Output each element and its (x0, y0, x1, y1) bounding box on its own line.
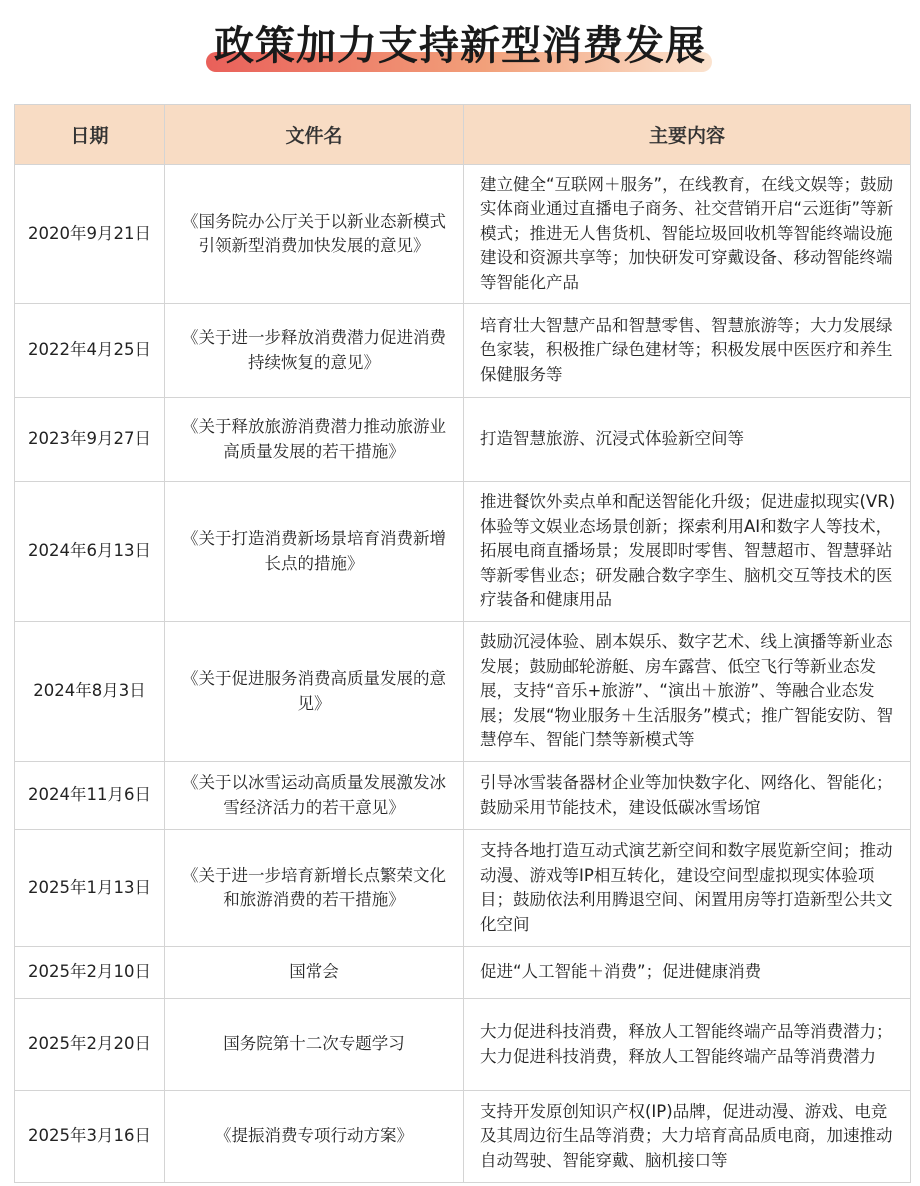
policy-table (14, 104, 911, 1183)
row-doc: 《国务院办公厅关于以新业态新模式引领新型消费加快发展的意见》 (165, 165, 464, 304)
row-doc: 《关于进一步释放消费潜力促进消费持续恢复的意见》 (165, 304, 464, 398)
row-content: 打造智慧旅游、沉浸式体验新空间等 (464, 398, 911, 482)
table-row (15, 398, 911, 482)
row-date: 2024年6月13日 (15, 482, 165, 622)
row-content: 鼓励沉浸体验、剧本娱乐、数字艺术、线上演播等新业态发展；鼓励邮轮游艇、房车露营、低空飞行等新业态发展，支持“音乐+旅游”、“演出＋旅游”、等融合业态发展；发展“物业服务＋生活服务”模式；推广智能安防、智慧停车、智能门禁等新模式等 (464, 622, 911, 762)
row-doc: 《提振消费专项行动方案》 (165, 1091, 464, 1183)
row-doc: 《关于以冰雪运动高质量发展激发冰雪经济活力的若干意见》 (165, 762, 464, 830)
table-row (15, 165, 911, 304)
row-date: 2023年9月27日 (15, 398, 165, 482)
header-doc: 文件名 (165, 105, 464, 165)
row-content: 促进“人工智能＋消费”；促进健康消费 (464, 947, 911, 999)
table-row (15, 999, 911, 1091)
page-title: 政策加力支持新型消费发展 (214, 22, 706, 69)
table-row (15, 304, 911, 398)
row-date: 2022年4月25日 (15, 304, 165, 398)
row-date: 2025年2月20日 (15, 999, 165, 1091)
table-header-row (15, 105, 911, 165)
header-content: 主要内容 (464, 105, 911, 165)
header-date: 日期 (15, 105, 165, 165)
title-area (0, 0, 920, 100)
table-row (15, 482, 911, 622)
row-doc: 《关于促进服务消费高质量发展的意见》 (165, 622, 464, 762)
row-content: 推进餐饮外卖点单和配送智能化升级；促进虚拟现实(VR)体验等文娱业态场景创新；探索利用AI和数字人等技术，拓展电商直播场景；发展即时零售、智慧超市、智慧驿站等新零售业态；研发融合数字孪生、脑机交互等技术的医疗装备和健康用品 (464, 482, 911, 622)
row-date: 2024年11月6日 (15, 762, 165, 830)
row-content: 大力促进科技消费，释放人工智能终端产品等消费潜力；大力促进科技消费，释放人工智能终端产品等消费潜力 (464, 999, 911, 1091)
row-doc: 《关于进一步培育新增长点繁荣文化和旅游消费的若干措施》 (165, 830, 464, 947)
row-doc: 国务院第十二次专题学习 (165, 999, 464, 1091)
row-content: 培育壮大智慧产品和智慧零售、智慧旅游等；大力发展绿色家装，积极推广绿色建材等；积极发展中医医疗和养生保健服务等 (464, 304, 911, 398)
row-doc: 《关于打造消费新场景培育消费新增长点的措施》 (165, 482, 464, 622)
row-content: 支持开发原创知识产权(IP)品牌，促进动漫、游戏、电竞及其周边衍生品等消费；大力培育高品质电商，加速推动自动驾驶、智能穿戴、脑机接口等 (464, 1091, 911, 1183)
table-row (15, 762, 911, 830)
table-row (15, 622, 911, 762)
table-row (15, 1091, 911, 1183)
row-date: 2024年8月3日 (15, 622, 165, 762)
row-doc: 《关于释放旅游消费潜力推动旅游业高质量发展的若干措施》 (165, 398, 464, 482)
table-row (15, 830, 911, 947)
row-date: 2025年1月13日 (15, 830, 165, 947)
row-date: 2025年2月10日 (15, 947, 165, 999)
row-content: 引导冰雪装备器材企业等加快数字化、网络化、智能化；鼓励采用节能技术，建设低碳冰雪场馆 (464, 762, 911, 830)
row-date: 2020年9月21日 (15, 165, 165, 304)
row-date: 2025年3月16日 (15, 1091, 165, 1183)
row-content: 建立健全“互联网＋服务”，在线教育，在线文娱等；鼓励实体商业通过直播电子商务、社交营销开启“云逛街”等新模式；推进无人售货机、智能垃圾回收机等智能终端设施建设和资源共享等；加快研发可穿戴设备、移动智能终端等智能化产品 (464, 165, 911, 304)
row-content: 支持各地打造互动式演艺新空间和数字展览新空间；推动动漫、游戏等IP相互转化，建设空间型虚拟现实体验项目；鼓励依法利用腾退空间、闲置用房等打造新型公共文化空间 (464, 830, 911, 947)
row-doc: 国常会 (165, 947, 464, 999)
table-row (15, 947, 911, 999)
